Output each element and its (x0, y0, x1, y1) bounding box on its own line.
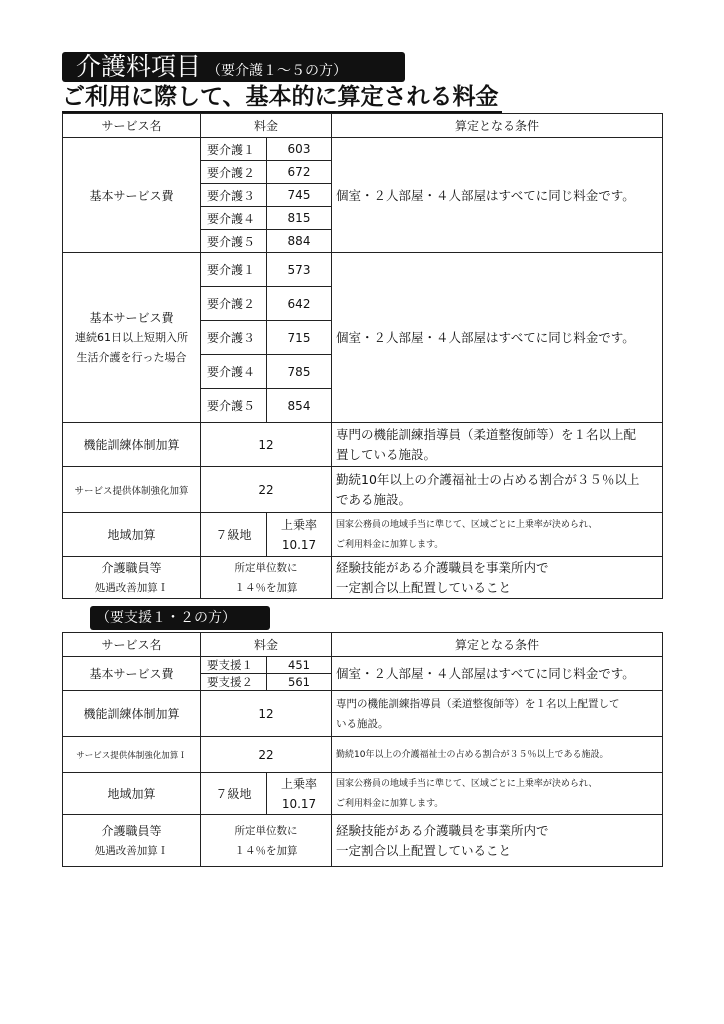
care-level: 要介護２ (201, 161, 267, 184)
table-row (63, 513, 663, 557)
service-name-line: 生活介護を行った場合 (76, 350, 187, 364)
condition-text: 個室・２人部屋・４人部屋はすべてに同じ料金です。 (332, 253, 663, 423)
care-level: 要介護５ (201, 230, 267, 253)
column-header-condition: 算定となる条件 (332, 633, 663, 657)
fee-value: 561 (267, 674, 332, 691)
fee-value: 815 (267, 207, 332, 230)
condition-text (332, 691, 663, 737)
service-name: 地域加算 (63, 513, 201, 557)
service-name (63, 815, 201, 867)
fee-value: 785 (267, 355, 332, 389)
column-header-fee: 料金 (201, 633, 332, 657)
care-level: 要介護１ (201, 138, 267, 161)
condition-line: ご利用料金に加算します。 (336, 798, 444, 809)
service-name: 基本サービス費 (63, 657, 201, 691)
regional-grade: ７級地 (201, 513, 267, 557)
fee-value: 22 (201, 737, 332, 773)
fee-line: １４％を加算 (234, 844, 298, 857)
column-header-service: サービス名 (63, 633, 201, 657)
column-header-fee: 料金 (201, 114, 332, 138)
regional-grade: ７級地 (201, 773, 267, 815)
service-name: 基本サービス費 (63, 138, 201, 253)
care-level: 要介護１ (201, 253, 267, 287)
service-name: サービス提供体制強化加算Ｉ (63, 737, 201, 773)
condition-text (332, 423, 663, 467)
table-row (63, 657, 663, 674)
condition-text (332, 557, 663, 599)
service-name-line: 介護職員等 (101, 823, 162, 838)
table-row (63, 138, 663, 161)
condition-text: 勤続10年以上の介護福祉士の占める割合が３５％以上である施設。 (332, 737, 663, 773)
page-title: 介護料項目 (76, 52, 202, 81)
condition-line: ご利用料金に加算します。 (336, 539, 444, 550)
page-subtitle: ご利用に際して、基本的に算定される料金 (62, 83, 502, 113)
care-level: 要介護４ (201, 355, 267, 389)
care-fee-table (62, 113, 663, 599)
regional-rate (267, 773, 332, 815)
condition-line: 専門の機能訓練指導員（柔道整復師等）を１名以上配 (336, 426, 637, 442)
service-name-line: 処遇改善加算Ｉ (94, 844, 169, 857)
care-level: 要介護３ (201, 184, 267, 207)
fee-value: 12 (201, 423, 332, 467)
regional-rate (267, 513, 332, 557)
care-level: 要支援２ (201, 674, 267, 691)
service-name-line: 処遇改善加算Ｉ (94, 581, 169, 594)
column-header-service: サービス名 (63, 114, 201, 138)
condition-text (332, 773, 663, 815)
fee-value: 884 (267, 230, 332, 253)
condition-text (332, 467, 663, 513)
condition-line: である施設。 (336, 491, 412, 507)
service-name: 地域加算 (63, 773, 201, 815)
fee-value: 12 (201, 691, 332, 737)
care-level: 要介護２ (201, 287, 267, 321)
rate-label: 上乗率 (281, 517, 318, 532)
rate-label: 上乗率 (281, 776, 318, 791)
condition-line: 勤続10年以上の介護福祉士の占める割合が３５％以上 (336, 471, 640, 487)
rate-value: 10.17 (281, 537, 317, 552)
fee-value (201, 815, 332, 867)
condition-line: 置している施設。 (336, 446, 437, 462)
fee-line: １４％を加算 (234, 581, 298, 594)
condition-line: 国家公務員の地域手当に準じて、区域ごとに上乗率が決められ、 (336, 778, 598, 789)
care-level: 要介護４ (201, 207, 267, 230)
condition-line: 一定割合以上配置していること (336, 842, 512, 858)
fee-value: 854 (267, 389, 332, 423)
table-row (63, 467, 663, 513)
fee-value: 672 (267, 161, 332, 184)
service-name: 機能訓練体制加算 (63, 691, 201, 737)
care-level: 要支援１ (201, 657, 267, 674)
service-name (63, 557, 201, 599)
condition-text (332, 815, 663, 867)
fee-value: 573 (267, 253, 332, 287)
table-row (63, 253, 663, 287)
table-row (63, 737, 663, 773)
support-section-label: （要支援１・２の方） (90, 606, 270, 630)
condition-text: 個室・２人部屋・４人部屋はすべてに同じ料金です。 (332, 138, 663, 253)
table-row (63, 773, 663, 815)
table-row (63, 691, 663, 737)
service-name-long-stay (63, 253, 201, 423)
condition-line: 経験技能がある介護職員を事業所内で (336, 559, 549, 575)
fee-value: 715 (267, 321, 332, 355)
title-banner (62, 52, 405, 82)
table-row (63, 423, 663, 467)
table-row (63, 557, 663, 599)
fee-value (201, 557, 332, 599)
condition-line: 一定割合以上配置していること (336, 579, 512, 595)
care-level: 要介護３ (201, 321, 267, 355)
service-name-line: 介護職員等 (101, 560, 162, 575)
service-name: 機能訓練体制加算 (63, 423, 201, 467)
page-title-note: （要介護１～５の方） (207, 63, 348, 79)
service-name: サービス提供体制強化加算 (63, 467, 201, 513)
fee-line: 所定単位数に (234, 561, 298, 574)
rate-value: 10.17 (281, 796, 317, 811)
condition-line: 経験技能がある介護職員を事業所内で (336, 822, 549, 838)
service-name-line: 連続61日以上短期入所 (75, 330, 188, 344)
fee-value: 642 (267, 287, 332, 321)
fee-value: 745 (267, 184, 332, 207)
column-header-condition: 算定となる条件 (332, 114, 663, 138)
table-header-row (63, 114, 663, 138)
care-level: 要介護５ (201, 389, 267, 423)
condition-line: 国家公務員の地域手当に準じて、区域ごとに上乗率が決められ、 (336, 519, 598, 530)
condition-line: いる施設。 (336, 717, 389, 730)
table-header-row (63, 633, 663, 657)
service-name-line: 基本サービス費 (89, 310, 174, 325)
fee-value: 22 (201, 467, 332, 513)
condition-text (332, 513, 663, 557)
fee-value: 603 (267, 138, 332, 161)
condition-text: 個室・２人部屋・４人部屋はすべてに同じ料金です。 (332, 657, 663, 691)
table-row (63, 815, 663, 867)
fee-line: 所定単位数に (234, 824, 298, 837)
support-fee-table (62, 632, 663, 867)
fee-value: 451 (267, 657, 332, 674)
condition-line: 専門の機能訓練指導員（柔道整復師等）を１名以上配置して (336, 697, 620, 710)
